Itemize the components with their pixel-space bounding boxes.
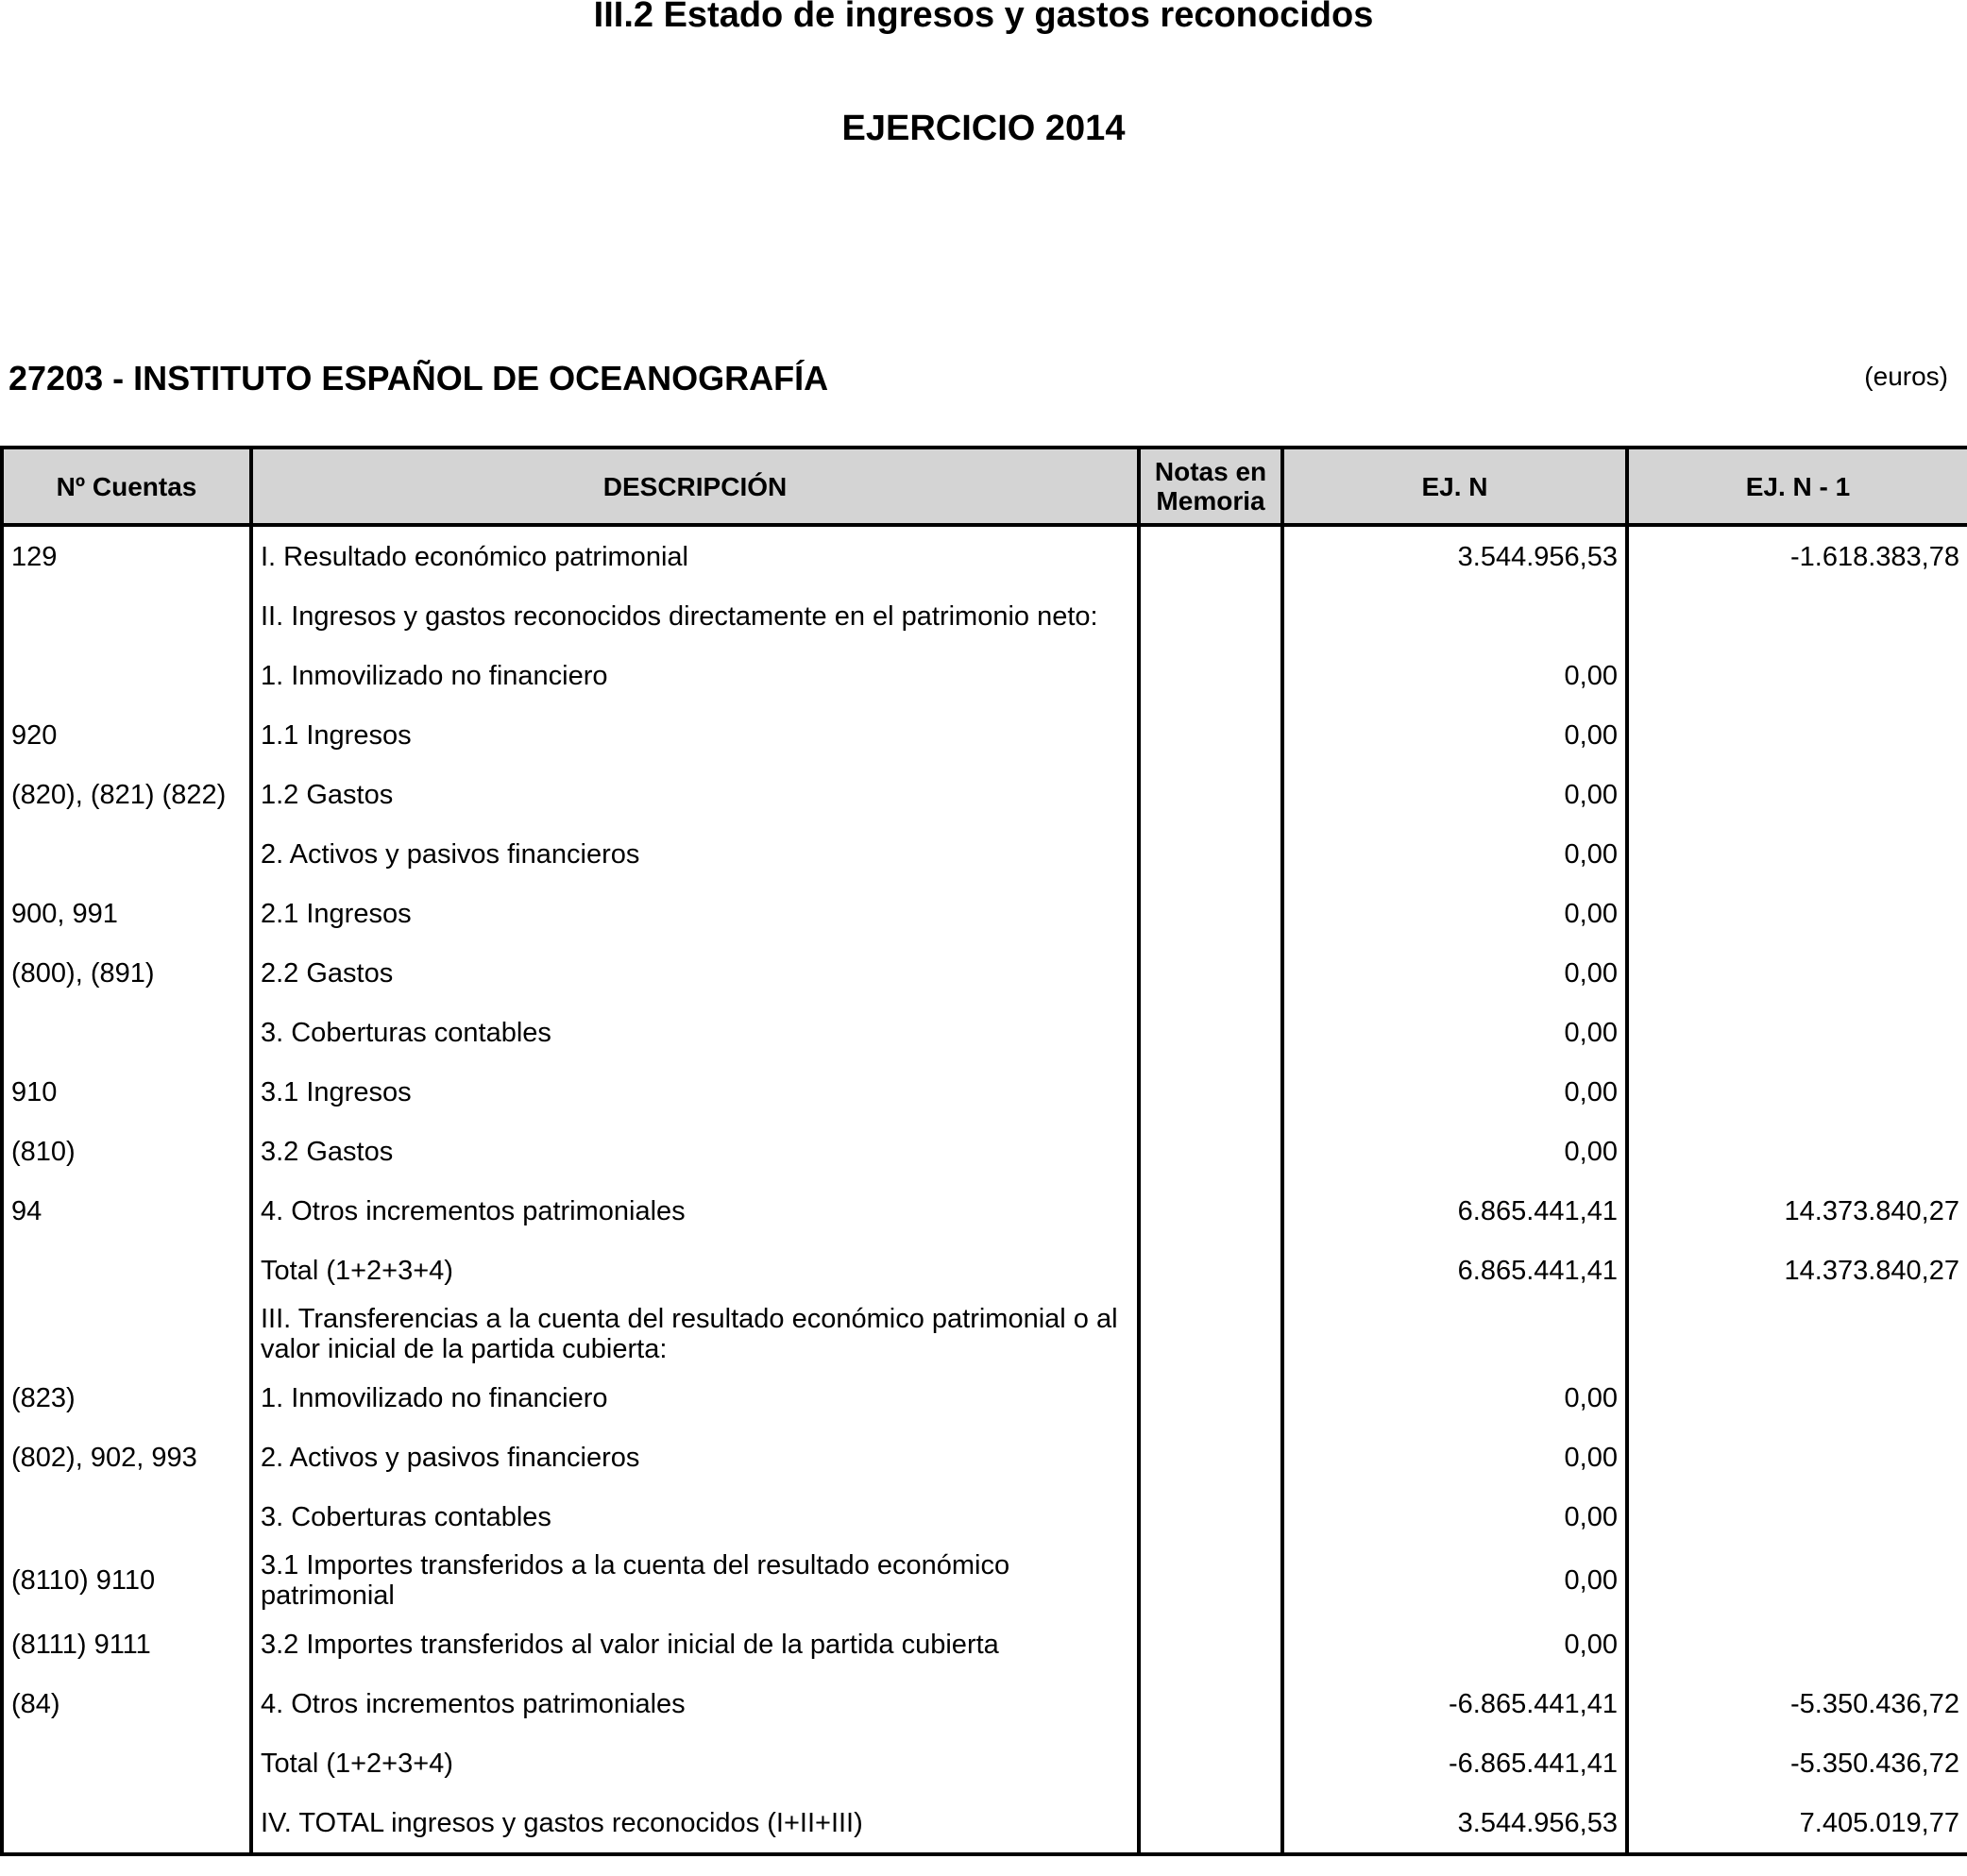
account-cell <box>2 646 251 705</box>
table-row <box>2 884 1967 943</box>
description-cell: 4. Otros incrementos patrimoniales <box>251 1674 1139 1733</box>
notes-cell <box>1139 1733 1282 1793</box>
notes-cell <box>1139 1300 1282 1368</box>
description-cell: 2. Activos y pasivos financieros <box>251 824 1139 884</box>
header-ej-n: EJ. N <box>1282 448 1627 525</box>
description-cell: I. Resultado económico patrimonial <box>251 525 1139 586</box>
table-row <box>2 586 1967 646</box>
description-cell: Total (1+2+3+4) <box>251 1733 1139 1793</box>
table-row <box>2 1793 1967 1854</box>
description-cell: 3.1 Ingresos <box>251 1062 1139 1122</box>
notes-cell <box>1139 1487 1282 1546</box>
notes-cell <box>1139 1003 1282 1062</box>
description-cell: 1. Inmovilizado no financiero <box>251 646 1139 705</box>
description-cell: 3.2 Gastos <box>251 1122 1139 1181</box>
table-row <box>2 646 1967 705</box>
account-cell: 900, 991 <box>2 884 251 943</box>
table-row <box>2 1122 1967 1181</box>
account-cell <box>2 1003 251 1062</box>
description-cell: III. Transferencias a la cuenta del resultado económico patrimonial o al valor inicial de la partida cubierta: <box>251 1300 1139 1368</box>
current-year-cell: 3.544.956,53 <box>1282 525 1627 586</box>
account-cell: (823) <box>2 1368 251 1428</box>
account-cell: 910 <box>2 1062 251 1122</box>
table-row <box>2 1487 1967 1546</box>
current-year-cell <box>1282 586 1627 646</box>
prior-year-cell <box>1627 1062 1967 1122</box>
description-cell: Total (1+2+3+4) <box>251 1241 1139 1300</box>
currency-unit: (euros) <box>1864 362 1948 391</box>
current-year-cell: 0,00 <box>1282 1546 1627 1614</box>
description-cell: 3.1 Importes transferidos a la cuenta del resultado económico patrimonial <box>251 1546 1139 1614</box>
table-row <box>2 1300 1967 1368</box>
table-row <box>2 1241 1967 1300</box>
notes-cell <box>1139 1181 1282 1241</box>
notes-cell <box>1139 1674 1282 1733</box>
account-cell <box>2 824 251 884</box>
description-cell: 2.1 Ingresos <box>251 884 1139 943</box>
table-row <box>2 1674 1967 1733</box>
table-header-row <box>2 448 1967 525</box>
current-year-cell: 0,00 <box>1282 1487 1627 1546</box>
prior-year-cell <box>1627 824 1967 884</box>
prior-year-cell: 14.373.840,27 <box>1627 1181 1967 1241</box>
table-row <box>2 943 1967 1003</box>
account-cell <box>2 1733 251 1793</box>
table-row <box>2 1181 1967 1241</box>
notes-cell <box>1139 1614 1282 1674</box>
prior-year-cell: -1.618.383,78 <box>1627 525 1967 586</box>
account-cell: (84) <box>2 1674 251 1733</box>
current-year-cell: 0,00 <box>1282 1614 1627 1674</box>
notes-cell <box>1139 705 1282 765</box>
income-expense-statement-table <box>0 446 1967 1856</box>
current-year-cell: 6.865.441,41 <box>1282 1241 1627 1300</box>
current-year-cell: 0,00 <box>1282 1122 1627 1181</box>
account-cell: (8111) 9111 <box>2 1614 251 1674</box>
fiscal-year-title: EJERCICIO 2014 <box>841 109 1126 148</box>
account-cell: 129 <box>2 525 251 586</box>
table-row <box>2 1733 1967 1793</box>
description-cell: 3. Coberturas contables <box>251 1003 1139 1062</box>
current-year-cell: 0,00 <box>1282 1368 1627 1428</box>
current-year-cell: 0,00 <box>1282 1062 1627 1122</box>
header-descripcion: DESCRIPCIÓN <box>251 448 1139 525</box>
notes-cell <box>1139 1793 1282 1854</box>
prior-year-cell <box>1627 646 1967 705</box>
current-year-cell: 0,00 <box>1282 646 1627 705</box>
header-ej-n-1: EJ. N - 1 <box>1627 448 1967 525</box>
prior-year-cell <box>1627 1487 1967 1546</box>
current-year-cell: 0,00 <box>1282 705 1627 765</box>
notes-cell <box>1139 1368 1282 1428</box>
prior-year-cell: 7.405.019,77 <box>1627 1793 1967 1854</box>
current-year-cell: 3.544.956,53 <box>1282 1793 1627 1854</box>
notes-cell <box>1139 1241 1282 1300</box>
account-cell: 94 <box>2 1181 251 1241</box>
account-cell <box>2 1241 251 1300</box>
prior-year-cell <box>1627 1368 1967 1428</box>
description-cell: 3. Coberturas contables <box>251 1487 1139 1546</box>
table-row <box>2 824 1967 884</box>
notes-cell <box>1139 1428 1282 1487</box>
account-cell: (810) <box>2 1122 251 1181</box>
notes-cell <box>1139 765 1282 824</box>
current-year-cell: 0,00 <box>1282 1003 1627 1062</box>
description-cell: IV. TOTAL ingresos y gastos reconocidos (I+II+III) <box>251 1793 1139 1854</box>
current-year-cell: 0,00 <box>1282 824 1627 884</box>
prior-year-cell <box>1627 1300 1967 1368</box>
table-row <box>2 1368 1967 1428</box>
description-cell: 1. Inmovilizado no financiero <box>251 1368 1139 1428</box>
description-cell: 4. Otros incrementos patrimoniales <box>251 1181 1139 1241</box>
table-row <box>2 705 1967 765</box>
table-row <box>2 1546 1967 1614</box>
account-cell: (8110) 9110 <box>2 1546 251 1614</box>
current-year-cell: 0,00 <box>1282 1428 1627 1487</box>
table-body <box>2 525 1967 1854</box>
account-cell: (800), (891) <box>2 943 251 1003</box>
notes-cell <box>1139 586 1282 646</box>
notes-cell <box>1139 1546 1282 1614</box>
prior-year-cell <box>1627 884 1967 943</box>
prior-year-cell <box>1627 943 1967 1003</box>
account-cell <box>2 586 251 646</box>
prior-year-cell: -5.350.436,72 <box>1627 1674 1967 1733</box>
description-cell: 3.2 Importes transferidos al valor inicial de la partida cubierta <box>251 1614 1139 1674</box>
prior-year-cell <box>1627 1122 1967 1181</box>
table-row <box>2 1062 1967 1122</box>
notes-cell <box>1139 943 1282 1003</box>
description-cell: 1.1 Ingresos <box>251 705 1139 765</box>
notes-cell <box>1139 1122 1282 1181</box>
prior-year-cell: -5.350.436,72 <box>1627 1733 1967 1793</box>
header-notas: Notas en Memoria <box>1139 448 1282 525</box>
current-year-cell: 6.865.441,41 <box>1282 1181 1627 1241</box>
description-cell: 1.2 Gastos <box>251 765 1139 824</box>
prior-year-cell <box>1627 765 1967 824</box>
prior-year-cell <box>1627 1614 1967 1674</box>
notes-cell <box>1139 824 1282 884</box>
account-cell: (802), 902, 993 <box>2 1428 251 1487</box>
notes-cell <box>1139 1062 1282 1122</box>
table-row <box>2 765 1967 824</box>
description-cell: 2.2 Gastos <box>251 943 1139 1003</box>
current-year-cell: 0,00 <box>1282 765 1627 824</box>
current-year-cell: 0,00 <box>1282 884 1627 943</box>
prior-year-cell <box>1627 586 1967 646</box>
document-title: III.2 Estado de ingresos y gastos reconocidos <box>593 0 1374 35</box>
entity-name: 27203 - INSTITUTO ESPAÑOL DE OCEANOGRAFÍA <box>8 359 829 397</box>
prior-year-cell <box>1627 1546 1967 1614</box>
notes-cell <box>1139 646 1282 705</box>
description-cell: II. Ingresos y gastos reconocidos directamente en el patrimonio neto: <box>251 586 1139 646</box>
account-cell <box>2 1487 251 1546</box>
current-year-cell: -6.865.441,41 <box>1282 1674 1627 1733</box>
current-year-cell <box>1282 1300 1627 1368</box>
header-cuentas: Nº Cuentas <box>2 448 251 525</box>
current-year-cell: 0,00 <box>1282 943 1627 1003</box>
table-row <box>2 1614 1967 1674</box>
table-row <box>2 525 1967 586</box>
prior-year-cell <box>1627 1428 1967 1487</box>
prior-year-cell <box>1627 705 1967 765</box>
account-cell: (820), (821) (822) <box>2 765 251 824</box>
description-cell: 2. Activos y pasivos financieros <box>251 1428 1139 1487</box>
prior-year-cell: 14.373.840,27 <box>1627 1241 1967 1300</box>
current-year-cell: -6.865.441,41 <box>1282 1733 1627 1793</box>
account-cell <box>2 1793 251 1854</box>
prior-year-cell <box>1627 1003 1967 1062</box>
account-cell <box>2 1300 251 1368</box>
table-row <box>2 1003 1967 1062</box>
notes-cell <box>1139 884 1282 943</box>
account-cell: 920 <box>2 705 251 765</box>
notes-cell <box>1139 525 1282 586</box>
table-row <box>2 1428 1967 1487</box>
